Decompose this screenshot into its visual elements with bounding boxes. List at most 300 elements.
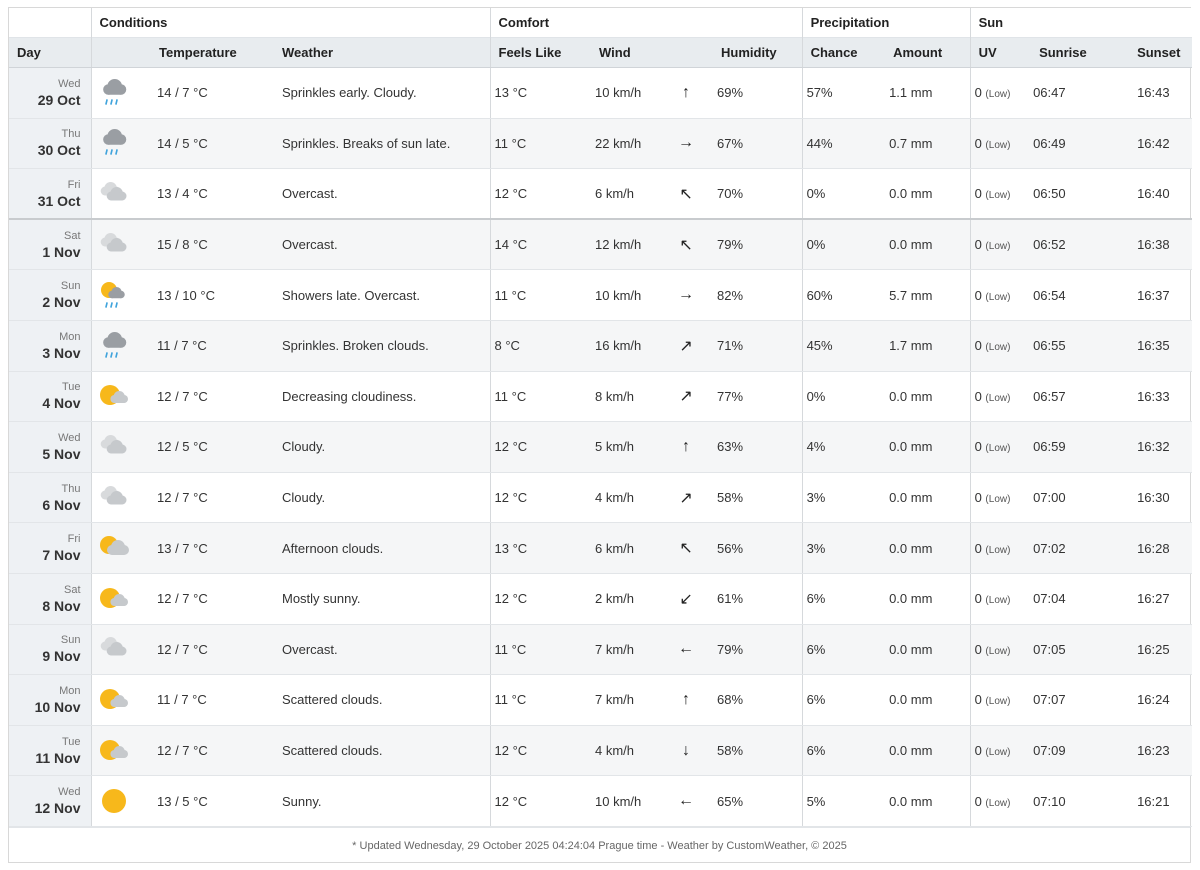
uv-level: (Low) <box>985 190 1011 202</box>
wind-direction-arrow-icon: ↖ <box>679 185 693 203</box>
weather-icon-cell <box>91 422 151 473</box>
uv-level: (Low) <box>985 645 1011 657</box>
day-of-week: Wed <box>58 77 81 90</box>
forecast-row <box>9 725 1192 776</box>
overcast-icon <box>98 431 130 463</box>
sunrise-cell: 06:55 <box>1029 320 1109 371</box>
overcast-icon <box>98 178 130 210</box>
uv-level: (Low) <box>985 797 1011 809</box>
sunset-cell: 16:25 <box>1109 624 1192 675</box>
weather-icon-cell <box>91 320 151 371</box>
day-of-week: Tue <box>61 381 81 394</box>
temperature-cell: 14 / 7 °C <box>151 68 272 119</box>
day-of-week: Fri <box>67 533 81 546</box>
weather-icon-cell <box>91 371 151 422</box>
humidity-cell: 79% <box>707 219 802 270</box>
precip-chance-cell: 6% <box>802 725 883 776</box>
wind-direction-cell <box>665 320 707 371</box>
precip-amount-cell: 0.0 mm <box>883 675 970 726</box>
forecast-row <box>9 422 1192 473</box>
wind-speed-cell: 10 km/h <box>591 270 665 321</box>
day-date: 9 Nov <box>42 648 81 665</box>
day-of-week: Sat <box>63 583 81 596</box>
column-header-amount: Amount <box>883 38 970 68</box>
humidity-cell: 61% <box>707 573 802 624</box>
day-date: 29 Oct <box>37 91 81 108</box>
wind-direction-cell <box>665 573 707 624</box>
day-cell <box>9 371 91 422</box>
wind-direction-arrow-icon: ↗ <box>679 388 693 406</box>
humidity-cell: 58% <box>707 472 802 523</box>
forecast-row <box>9 523 1192 574</box>
day-cell <box>9 776 91 827</box>
sunset-cell: 16:38 <box>1109 219 1192 270</box>
feels-like-cell: 11 °C <box>490 624 591 675</box>
temperature-cell: 12 / 7 °C <box>151 573 272 624</box>
uv-level: (Low) <box>985 696 1011 708</box>
day-cell <box>9 270 91 321</box>
wind-direction-arrow-icon: ↑ <box>682 83 691 101</box>
humidity-cell: 58% <box>707 725 802 776</box>
uv-cell <box>970 675 1029 726</box>
weather-icon-cell <box>91 270 151 321</box>
weather-icon-cell <box>91 675 151 726</box>
weather-icon-cell <box>91 725 151 776</box>
uv-cell <box>970 624 1029 675</box>
precip-amount-cell: 0.0 mm <box>883 422 970 473</box>
temperature-cell: 12 / 5 °C <box>151 422 272 473</box>
uv-level: (Low) <box>985 494 1011 506</box>
feels-like-cell: 11 °C <box>490 270 591 321</box>
humidity-cell: 63% <box>707 422 802 473</box>
weather-description: Overcast. <box>272 219 490 270</box>
forecast-row <box>9 371 1192 422</box>
temperature-cell: 13 / 4 °C <box>151 169 272 220</box>
uv-value: 0 <box>974 641 982 657</box>
wind-direction-arrow-icon: ← <box>678 792 695 810</box>
day-date: 31 Oct <box>37 192 81 209</box>
update-footnote: * Updated Wednesday, 29 October 2025 04:24:04 Prague time - Weather by CustomWeather, © 2025 <box>9 827 1190 864</box>
humidity-cell: 79% <box>707 624 802 675</box>
uv-value: 0 <box>974 490 982 506</box>
forecast-row <box>9 219 1192 270</box>
weather-description: Decreasing cloudiness. <box>272 371 490 422</box>
day-of-week: Fri <box>67 178 81 191</box>
sunset-cell: 16:43 <box>1109 68 1192 119</box>
forecast-row <box>9 118 1192 169</box>
column-header-uv: UV <box>970 38 1029 68</box>
precip-amount-cell: 1.7 mm <box>883 320 970 371</box>
uv-cell <box>970 422 1029 473</box>
group-header-precipitation: Precipitation <box>802 8 970 38</box>
day-date: 1 Nov <box>42 243 81 260</box>
forecast-row <box>9 776 1192 827</box>
precip-chance-cell: 44% <box>802 118 883 169</box>
overcast-icon <box>98 482 130 514</box>
wind-speed-cell: 6 km/h <box>591 523 665 574</box>
cloud-drizzle-icon <box>98 127 130 159</box>
wind-direction-arrow-icon: ↖ <box>679 540 693 558</box>
wind-direction-arrow-icon: → <box>678 134 695 152</box>
uv-value: 0 <box>974 338 982 354</box>
forecast-row <box>9 624 1192 675</box>
feels-like-cell: 14 °C <box>490 219 591 270</box>
sunrise-cell: 06:49 <box>1029 118 1109 169</box>
precip-amount-cell: 0.0 mm <box>883 169 970 220</box>
cloud-drizzle-icon <box>98 330 130 362</box>
overcast-icon <box>98 633 130 665</box>
weather-description: Showers late. Overcast. <box>272 270 490 321</box>
precip-amount-cell: 0.0 mm <box>883 624 970 675</box>
day-of-week: Sun <box>60 280 81 293</box>
day-of-week: Mon <box>59 330 81 343</box>
day-date: 4 Nov <box>42 395 81 412</box>
uv-value: 0 <box>974 135 982 151</box>
column-header-humidity: Humidity <box>707 38 802 68</box>
uv-value: 0 <box>974 540 982 556</box>
weather-icon-cell <box>91 68 151 119</box>
sunset-cell: 16:21 <box>1109 776 1192 827</box>
day-cell <box>9 675 91 726</box>
group-header-row <box>9 8 1192 38</box>
column-header-temperature: Temperature <box>151 38 272 68</box>
temperature-cell: 13 / 5 °C <box>151 776 272 827</box>
precip-chance-cell: 4% <box>802 422 883 473</box>
day-date: 3 Nov <box>42 344 81 361</box>
column-header-icon <box>91 38 151 68</box>
cloud-drizzle-icon <box>98 77 130 109</box>
temperature-cell: 12 / 7 °C <box>151 472 272 523</box>
sunset-cell: 16:32 <box>1109 422 1192 473</box>
uv-level: (Low) <box>985 342 1011 354</box>
sunset-cell: 16:24 <box>1109 675 1192 726</box>
wind-speed-cell: 10 km/h <box>591 68 665 119</box>
humidity-cell: 68% <box>707 675 802 726</box>
column-header-weather: Weather <box>272 38 490 68</box>
sunrise-cell: 07:10 <box>1029 776 1109 827</box>
wind-speed-cell: 7 km/h <box>591 675 665 726</box>
day-of-week: Sat <box>63 229 81 242</box>
uv-cell <box>970 270 1029 321</box>
weather-description: Overcast. <box>272 624 490 675</box>
feels-like-cell: 11 °C <box>490 118 591 169</box>
forecast-row <box>9 320 1192 371</box>
temperature-cell: 12 / 7 °C <box>151 725 272 776</box>
wind-direction-cell <box>665 169 707 220</box>
precip-chance-cell: 45% <box>802 320 883 371</box>
uv-cell <box>970 573 1029 624</box>
sunrise-cell: 06:50 <box>1029 169 1109 220</box>
day-cell <box>9 573 91 624</box>
uv-value: 0 <box>974 388 982 404</box>
wind-direction-cell <box>665 725 707 776</box>
weather-description: Scattered clouds. <box>272 675 490 726</box>
wind-speed-cell: 10 km/h <box>591 776 665 827</box>
temperature-cell: 13 / 7 °C <box>151 523 272 574</box>
column-header-row <box>9 38 1192 68</box>
precip-chance-cell: 6% <box>802 675 883 726</box>
uv-value: 0 <box>974 591 982 607</box>
sun-cloud-large-icon <box>98 532 130 564</box>
wind-direction-arrow-icon: ↙ <box>679 590 693 608</box>
weather-description: Sunny. <box>272 776 490 827</box>
wind-speed-cell: 4 km/h <box>591 472 665 523</box>
weather-description: Sprinkles. Breaks of sun late. <box>272 118 490 169</box>
uv-value: 0 <box>974 186 982 202</box>
sunset-cell: 16:40 <box>1109 169 1192 220</box>
day-cell <box>9 472 91 523</box>
precip-chance-cell: 6% <box>802 624 883 675</box>
weather-icon-cell <box>91 472 151 523</box>
sun-cloud-icon <box>98 684 130 716</box>
day-date: 7 Nov <box>42 547 81 564</box>
day-of-week: Wed <box>58 431 81 444</box>
humidity-cell: 70% <box>707 169 802 220</box>
sun-cloud-rain-icon <box>98 279 130 311</box>
column-header-wind-direction <box>665 38 707 68</box>
sunset-cell: 16:28 <box>1109 523 1192 574</box>
temperature-cell: 14 / 5 °C <box>151 118 272 169</box>
uv-level: (Low) <box>985 392 1011 404</box>
precip-amount-cell: 1.1 mm <box>883 68 970 119</box>
forecast-row <box>9 270 1192 321</box>
uv-cell <box>970 169 1029 220</box>
precip-chance-cell: 0% <box>802 169 883 220</box>
overcast-icon <box>98 229 130 261</box>
wind-direction-arrow-icon: ↖ <box>679 236 693 254</box>
precip-chance-cell: 57% <box>802 68 883 119</box>
temperature-cell: 11 / 7 °C <box>151 675 272 726</box>
precip-chance-cell: 5% <box>802 776 883 827</box>
day-date: 5 Nov <box>42 445 81 462</box>
wind-direction-cell <box>665 624 707 675</box>
uv-cell <box>970 776 1029 827</box>
forecast-row <box>9 169 1192 220</box>
sunset-cell: 16:23 <box>1109 725 1192 776</box>
sunrise-cell: 06:57 <box>1029 371 1109 422</box>
wind-speed-cell: 22 km/h <box>591 118 665 169</box>
sunrise-cell: 07:05 <box>1029 624 1109 675</box>
uv-value: 0 <box>974 439 982 455</box>
sun-cloud-icon <box>98 735 130 767</box>
weather-description: Scattered clouds. <box>272 725 490 776</box>
weather-description: Cloudy. <box>272 472 490 523</box>
uv-level: (Low) <box>985 89 1011 101</box>
temperature-cell: 12 / 7 °C <box>151 624 272 675</box>
precip-amount-cell: 0.7 mm <box>883 118 970 169</box>
day-of-week: Thu <box>61 482 81 495</box>
weather-icon-cell <box>91 523 151 574</box>
precip-chance-cell: 0% <box>802 219 883 270</box>
wind-direction-arrow-icon: ↗ <box>679 337 693 355</box>
day-cell <box>9 422 91 473</box>
day-date: 8 Nov <box>42 597 81 614</box>
day-date: 6 Nov <box>42 496 81 513</box>
weather-description: Overcast. <box>272 169 490 220</box>
sunrise-cell: 06:54 <box>1029 270 1109 321</box>
sun-cloud-icon <box>98 583 130 615</box>
temperature-cell: 11 / 7 °C <box>151 320 272 371</box>
forecast-row <box>9 472 1192 523</box>
uv-cell <box>970 118 1029 169</box>
precip-amount-cell: 0.0 mm <box>883 725 970 776</box>
humidity-cell: 67% <box>707 118 802 169</box>
uv-value: 0 <box>974 237 982 253</box>
group-header-conditions: Conditions <box>91 8 490 38</box>
day-cell <box>9 624 91 675</box>
forecast-table-container <box>8 7 1191 863</box>
sunset-cell: 16:35 <box>1109 320 1192 371</box>
temperature-cell: 13 / 10 °C <box>151 270 272 321</box>
day-of-week: Sun <box>60 634 81 647</box>
day-cell <box>9 118 91 169</box>
feels-like-cell: 13 °C <box>490 523 591 574</box>
day-cell <box>9 68 91 119</box>
weather-description: Sprinkles early. Cloudy. <box>272 68 490 119</box>
humidity-cell: 65% <box>707 776 802 827</box>
day-date: 2 Nov <box>42 294 81 311</box>
column-header-chance: Chance <box>802 38 883 68</box>
day-cell <box>9 725 91 776</box>
uv-level: (Low) <box>985 595 1011 607</box>
uv-level: (Low) <box>985 544 1011 556</box>
weather-description: Sprinkles. Broken clouds. <box>272 320 490 371</box>
day-of-week: Mon <box>59 684 81 697</box>
group-header-day <box>9 8 91 38</box>
uv-value: 0 <box>974 287 982 303</box>
sunrise-cell: 06:52 <box>1029 219 1109 270</box>
humidity-cell: 77% <box>707 371 802 422</box>
uv-cell <box>970 523 1029 574</box>
wind-speed-cell: 8 km/h <box>591 371 665 422</box>
day-cell <box>9 320 91 371</box>
wind-direction-arrow-icon: ↓ <box>682 741 691 759</box>
day-cell <box>9 523 91 574</box>
wind-direction-cell <box>665 472 707 523</box>
wind-speed-cell: 12 km/h <box>591 219 665 270</box>
uv-level: (Low) <box>985 241 1011 253</box>
sunrise-cell: 07:07 <box>1029 675 1109 726</box>
sunrise-cell: 07:02 <box>1029 523 1109 574</box>
uv-value: 0 <box>974 743 982 759</box>
day-date: 30 Oct <box>37 142 81 159</box>
wind-direction-cell <box>665 523 707 574</box>
wind-speed-cell: 6 km/h <box>591 169 665 220</box>
weather-description: Cloudy. <box>272 422 490 473</box>
forecast-row <box>9 675 1192 726</box>
wind-direction-arrow-icon: ← <box>678 640 695 658</box>
feels-like-cell: 12 °C <box>490 472 591 523</box>
wind-direction-cell <box>665 118 707 169</box>
humidity-cell: 82% <box>707 270 802 321</box>
column-header-wind: Wind <box>591 38 665 68</box>
sunrise-cell: 07:04 <box>1029 573 1109 624</box>
wind-direction-cell <box>665 371 707 422</box>
humidity-cell: 69% <box>707 68 802 119</box>
day-cell <box>9 169 91 220</box>
wind-direction-cell <box>665 68 707 119</box>
day-of-week: Tue <box>61 735 81 748</box>
wind-speed-cell: 16 km/h <box>591 320 665 371</box>
precip-amount-cell: 5.7 mm <box>883 270 970 321</box>
humidity-cell: 56% <box>707 523 802 574</box>
uv-level: (Low) <box>985 139 1011 151</box>
sunrise-cell: 07:00 <box>1029 472 1109 523</box>
day-of-week: Thu <box>61 128 81 141</box>
precip-amount-cell: 0.0 mm <box>883 523 970 574</box>
column-header-sunset: Sunset <box>1109 38 1192 68</box>
weather-icon-cell <box>91 624 151 675</box>
sunrise-cell: 06:47 <box>1029 68 1109 119</box>
precip-chance-cell: 3% <box>802 523 883 574</box>
sun-cloud-icon <box>98 380 130 412</box>
feels-like-cell: 12 °C <box>490 725 591 776</box>
precip-chance-cell: 0% <box>802 371 883 422</box>
weather-icon-cell <box>91 219 151 270</box>
group-header-sun: Sun <box>970 8 1192 38</box>
precip-amount-cell: 0.0 mm <box>883 776 970 827</box>
column-header-sunrise: Sunrise <box>1029 38 1109 68</box>
sunrise-cell: 06:59 <box>1029 422 1109 473</box>
precip-amount-cell: 0.0 mm <box>883 371 970 422</box>
feels-like-cell: 12 °C <box>490 169 591 220</box>
wind-speed-cell: 4 km/h <box>591 725 665 776</box>
sunset-cell: 16:42 <box>1109 118 1192 169</box>
weather-description: Afternoon clouds. <box>272 523 490 574</box>
feels-like-cell: 12 °C <box>490 422 591 473</box>
day-date: 11 Nov <box>35 749 81 766</box>
weather-icon-cell <box>91 776 151 827</box>
uv-cell <box>970 371 1029 422</box>
feels-like-cell: 13 °C <box>490 68 591 119</box>
wind-speed-cell: 5 km/h <box>591 422 665 473</box>
column-header-feels-like: Feels Like <box>490 38 591 68</box>
temperature-cell: 12 / 7 °C <box>151 371 272 422</box>
wind-direction-arrow-icon: ↑ <box>682 690 691 708</box>
wind-direction-cell <box>665 422 707 473</box>
precip-amount-cell: 0.0 mm <box>883 573 970 624</box>
uv-level: (Low) <box>985 443 1011 455</box>
precip-chance-cell: 3% <box>802 472 883 523</box>
wind-direction-cell <box>665 776 707 827</box>
uv-cell <box>970 472 1029 523</box>
uv-cell <box>970 68 1029 119</box>
wind-direction-arrow-icon: ↑ <box>682 437 691 455</box>
uv-cell <box>970 725 1029 776</box>
feels-like-cell: 11 °C <box>490 675 591 726</box>
weather-description: Mostly sunny. <box>272 573 490 624</box>
wind-direction-cell <box>665 675 707 726</box>
precip-chance-cell: 6% <box>802 573 883 624</box>
day-date: 12 Nov <box>34 800 81 817</box>
weather-icon-cell <box>91 573 151 624</box>
day-date: 10 Nov <box>34 698 81 715</box>
day-cell <box>9 219 91 270</box>
uv-cell <box>970 219 1029 270</box>
wind-speed-cell: 7 km/h <box>591 624 665 675</box>
feels-like-cell: 12 °C <box>490 776 591 827</box>
sunset-cell: 16:27 <box>1109 573 1192 624</box>
feels-like-cell: 8 °C <box>490 320 591 371</box>
precip-amount-cell: 0.0 mm <box>883 472 970 523</box>
weather-icon-cell <box>91 169 151 220</box>
day-of-week: Wed <box>58 786 81 799</box>
uv-value: 0 <box>974 793 982 809</box>
sunset-cell: 16:37 <box>1109 270 1192 321</box>
sun-icon <box>98 785 130 817</box>
feels-like-cell: 11 °C <box>490 371 591 422</box>
feels-like-cell: 12 °C <box>490 573 591 624</box>
